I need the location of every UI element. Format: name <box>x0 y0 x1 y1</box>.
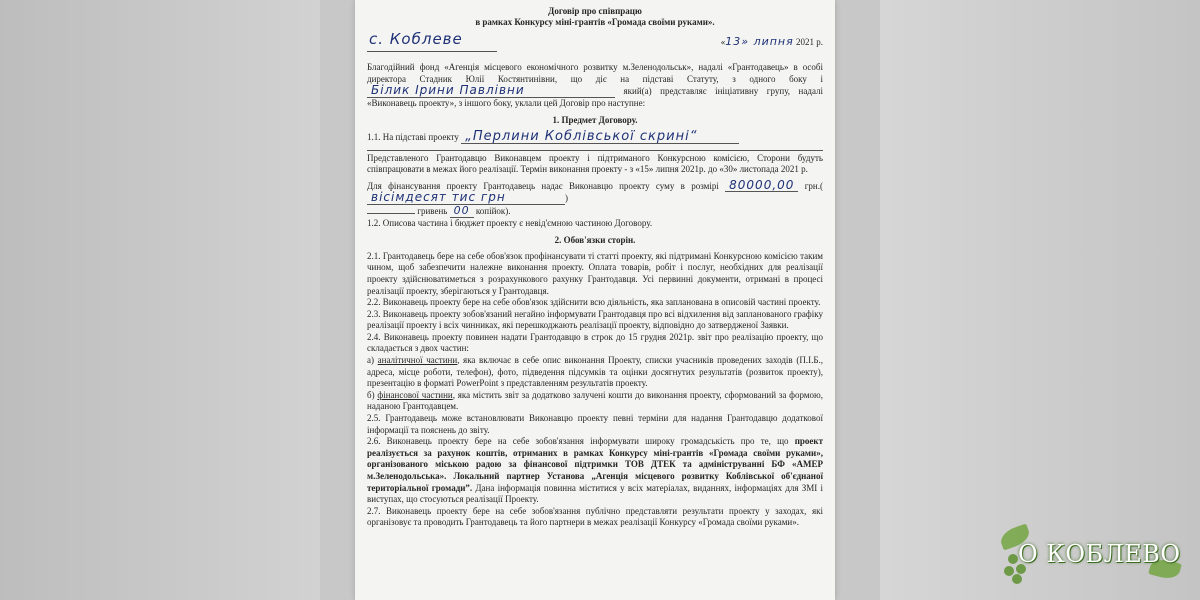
date-handwritten: 13» липня <box>725 35 794 48</box>
document-subtitle: в рамках Конкурсу міні-грантів «Громада своїми руками». <box>475 17 715 27</box>
clause-2-6-bold: проект реалізується за рахунок коштів, отриманих в рамках Конкурсу міні-грантів «Громада своїми руками», організованого міською радою за фінансової підтримки ТОВ ДТЕК та адмініструванні БФ «АМЕР м.Зеленодольська». Локальний партнер Установа „Агенція місцевого розвитку Коблівської об'єднаної територіальної громади”. <box>367 436 823 493</box>
amount-handwritten: 80000,00 <box>725 180 798 193</box>
kopecks-label: копійок). <box>475 205 511 216</box>
clause-1-2: 1.2. Описова частина і бюджет проекту є невід'ємною частиною Договору. <box>367 217 653 228</box>
grape-icon <box>1008 554 1018 564</box>
date-prefix: « <box>720 37 726 47</box>
clause-1-1-label: 1.1. На підставі проекту <box>367 131 459 142</box>
contract-document <box>355 0 835 600</box>
clause-2-6 <box>367 436 823 506</box>
clause-2-4: 2.4. Виконавець проекту повинен надати Грантодавцю в строк до 15 грудня 2021р. звіт про реалізацію проекту, що складається з двох частин: <box>367 331 823 354</box>
watermark-text: О КОБЛЕВО <box>1018 540 1181 568</box>
analytical-part-label: аналітичної частини <box>377 355 458 366</box>
kopecks-handwritten: 00 <box>450 205 474 218</box>
document-body <box>367 6 823 529</box>
place-handwritten: с. Коблеве <box>369 30 463 48</box>
finance-text: Для фінансування проекту Грантодавець надає Виконавцю проекту суму в розмірі <box>367 180 719 191</box>
section-1-heading: 1. Предмет Договору. <box>552 115 638 126</box>
hryvnia-label: гривень <box>417 205 448 216</box>
clause-2-5: 2.5. Грантодавець може встановлювати Виконавцю проекту певні терміни для надання Грантодавцю додаткової інформації та пояснень до звіту. <box>367 413 823 435</box>
clause-2-4-b-text: , яка містить звіт за додатково залучені кошти до виконання проекту, сформований за формою, наданою Грантодавцем. <box>367 389 824 412</box>
clause-2-7: 2.7. Виконавець проекту бере на себе зобов'язання публічно представляти результати проекту у заходах, які організовує та проводить Грантодавець та його партнери в межах реалізації Конкурсу «Громада своїми руками». <box>367 505 823 528</box>
place-date-row <box>367 30 823 56</box>
intro-text-2: який(а) представляє ініціативну групу, надалі «Виконавець проекту», з іншого боку, уклали цей Договір про наступне: <box>367 86 824 108</box>
section-2-heading: 2. Обов'язки сторін. <box>554 235 636 246</box>
amount-close: ) <box>565 193 568 204</box>
clause-2-6-end: Дана інформація повинна міститися у всіх матеріалах, виданнях, інформаціях для ЗМІ і виступах, що стосуються реалізації Проекту. <box>367 482 823 505</box>
amount-unit: грн.( <box>804 180 823 191</box>
clause-2-3: 2.3. Виконавець проекту зобов'язаний негайно інформувати Грантодавця про всі відхилення від запланованого графіку реалізації проекту і всіх чинниках, які перешкоджають реалізації проекту, відповідно до затвердженої Заявки. <box>367 308 823 331</box>
clause-2-4-a-prefix: а) <box>367 355 378 366</box>
watermark-logo <box>1000 520 1190 590</box>
finance-paragraph <box>367 177 823 218</box>
financial-part-label: фінансової частини <box>377 389 453 400</box>
grape-icon <box>1012 574 1022 584</box>
clause-1-1 <box>367 128 823 144</box>
clause-2-6-start: 2.6. Виконавець проекту бере на себе зобов'язання інформувати широку громадськість про те, що <box>367 436 795 447</box>
contract-date <box>721 36 823 49</box>
clause-2-2: 2.2. Виконавець проекту бере на себе обов'язок здійснити всю діяльність, яка запланована в описовій частині проекту. <box>367 297 821 308</box>
clause-2-4-b-prefix: б) <box>367 389 378 400</box>
project-name-handwritten: „Перлини Коблівської скрині“ <box>461 131 739 144</box>
clause-1-1-underline <box>367 144 823 151</box>
amount-words-handwritten: вісімдесят тис грн <box>367 192 565 205</box>
person-handwritten: Білик Ірини Павлівни <box>367 85 615 98</box>
clause-2-4-b <box>367 390 823 413</box>
hryvnia-blank <box>367 213 415 214</box>
clause-1-1-text: Представленого Грантодавцю Виконавцем проекту і підтриманого Конкурсною комісією, Сторони будуть співпрацювати в межах його реалізації. Термін виконання проекту - з «15» липня 2021р. до «30» листопада 2021 р. <box>367 152 823 175</box>
intro-paragraph <box>367 62 823 109</box>
clause-2-1: 2.1. Грантодавець бере на себе обов'язок профінансувати ті статті проекту, які підтримані Конкурсною комісією таким чином, щоб забезпечити належне виконання проекту. Оплата товарів, робіт і послуг, необхідних для реалізації проекту здійснюватиметься з розрахункового рахунку Грантодавця. Усі первинні документи, отримані в процесі реалізації проекту, зберігаються у Грантодавця. <box>367 250 823 296</box>
clause-2-4-a-text: , яка включає в себе опис виконання Проекту, списки учасників проведених заходів (П.І.Б., адреса, місце роботи, телефон), фото, підведення підсумків та оцінки досягнутих результатів (розвиток проекту), презентацію в форматі PowerPoint з представленням результатів проекту. <box>367 355 823 389</box>
background-right <box>880 0 1200 600</box>
document-title: Договір про співпрацю <box>548 6 642 16</box>
date-suffix: 2021 р. <box>796 37 823 47</box>
place-underline <box>367 51 497 52</box>
intro-text-1: Благодійний фонд «Агенція місцевого економічного розвитку м.Зеленодольськ», надалі «Грантодавець» в особі директора Стадник Юлії Костянтинівни, що діє на підставі Статуту, з одного боку і <box>367 62 823 84</box>
clause-2-4-a <box>367 355 823 390</box>
background-left <box>0 0 320 600</box>
